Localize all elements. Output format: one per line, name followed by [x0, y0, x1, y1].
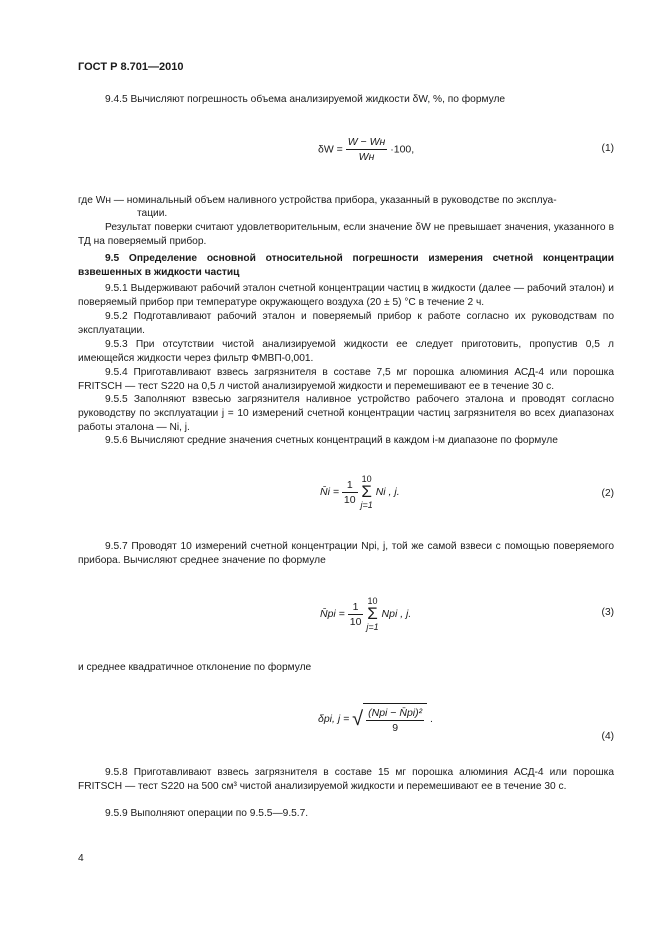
eq3-body: Npi , j. [381, 607, 412, 620]
paragraph-9-5-8: 9.5.8 Приготавливают взвесь загрязнителя в составе 15 мг порошка алюминия АСД-4 или порошка FRITSCH — тест S220 на 500 см³ чистой анализируемой жидкости и перемешивают ее в течение 30 с. [78, 767, 614, 792]
equation-4-number: (4) [601, 731, 614, 742]
eq4-tail: . [430, 712, 433, 725]
where-clause-line-1: где Wн — номинальный объем наливного устройства прибора, указанный в руководстве по эксплуа- [78, 195, 557, 206]
eq3-sum-bottom: j=1 [366, 622, 379, 632]
eq3-coef-den: 10 [349, 615, 362, 628]
eq2-coef-num: 1 [342, 478, 358, 493]
eq4-numerator: (Npi − N̄pi)² [368, 707, 423, 719]
equation-3-number: (3) [601, 607, 614, 618]
eq1-tail: ·100, [390, 143, 415, 156]
eq2-sum-bottom: j=1 [360, 500, 373, 510]
equation-2 [320, 474, 400, 510]
document-header: ГОСТ Р 8.701—2010 [78, 61, 184, 73]
eq3-coefficient [348, 600, 364, 629]
paragraph-9-5-4: 9.5.4 Приготавливают взвесь загрязнителя в составе 7,5 мг порошка алюминия АСД-4 или порошка FRITSCH — тест S220 на 0,5 л чистой анализируемой жидкости и перемешивают ее в течение 30 с. [78, 367, 614, 392]
equation-4 [318, 703, 433, 735]
eq4-denominator: 9 [392, 722, 399, 734]
eq4-lhs: δpi, j = [318, 712, 350, 725]
paragraph-9-5-6: 9.5.6 Вычисляют средние значения счетных концентраций в каждом i-м диапазоне по формуле [105, 435, 558, 446]
eq1-fraction [346, 135, 388, 164]
equation-2-number: (2) [601, 488, 614, 499]
paragraph-9-5-1: 9.5.1 Выдерживают рабочий эталон счетной концентрации частиц в жидкости (далее — рабочий эталон) и поверяемый прибор при температуре окружающего воздуха (20 ± 5) °С в течение 2 ч. [78, 283, 614, 308]
eq1-lhs: δW = [318, 143, 343, 156]
section-heading-9-5: 9.5 Определение основной относительной погрешности измерения счетной концентрации взвешенных в жидкости частиц [78, 253, 614, 278]
paragraph-9-5-2: 9.5.2 Подготавливают рабочий эталон и поверяемый прибор к работе согласно их руководствам по эксплуатации. [78, 311, 614, 336]
eq2-coef-den: 10 [343, 493, 356, 506]
eq2-body: Ni , j. [375, 485, 400, 498]
paragraph-9-5-3: 9.5.3 При отсутствии чистой анализируемой жидкости ее следует приготовить, пропустив 0,5 л имеющейся жидкости через фильтр ФМВП-0,001. [78, 339, 614, 364]
sqrt-icon: √ [352, 708, 364, 730]
eq3-coef-num: 1 [348, 600, 364, 615]
paragraph-sko-intro: и среднее квадратичное отклонение по формуле [78, 662, 312, 673]
eq1-denominator: Wн [358, 151, 375, 163]
paragraph-result: Результат поверки считают удовлетворительным, если значение δW не превышает значения, указанного в ТД на поверяемый прибор. [78, 222, 614, 247]
eq4-radicand [363, 703, 427, 735]
equation-1 [318, 135, 414, 164]
paragraph-9-4-5: 9.4.5 Вычисляют погрешность объема анализируемой жидкости δW, %, по формуле [105, 94, 506, 105]
sigma-icon: Σ [367, 604, 378, 623]
eq1-numerator: W − Wн [347, 136, 386, 148]
eq3-lhs: N̄pi = [320, 607, 345, 620]
square-root [352, 703, 427, 735]
equation-3 [320, 596, 411, 632]
eq2-sum-sign [361, 474, 373, 510]
eq2-sum-top: 10 [361, 474, 372, 484]
eq2-coefficient [342, 478, 358, 507]
paragraph-9-5-9: 9.5.9 Выполняют операции по 9.5.5—9.5.7. [105, 808, 309, 819]
eq3-sum-sign [366, 596, 378, 632]
eq2-lhs: N̄i = [320, 485, 339, 498]
sigma-icon: Σ [361, 482, 372, 501]
where-clause-line-2: тации. [137, 208, 168, 219]
page-number: 4 [78, 853, 84, 864]
paragraph-9-5-7: 9.5.7 Проводят 10 измерений счетной концентрации Npi, j, той же самой взвеси с помощью поверяемого прибора. Вычисляют среднее значение по формуле [78, 541, 614, 566]
eq3-sum-top: 10 [367, 596, 378, 606]
equation-1-number: (1) [601, 143, 614, 154]
paragraph-9-5-5: 9.5.5 Заполняют взвесью загрязнителя наливное устройство рабочего эталона и проводят согласно руководству по эксплуатации j = 10 измерений счетной концентрации частиц загрязнителя во всех диапазонах работы эталона — Ni, j. [78, 394, 614, 433]
